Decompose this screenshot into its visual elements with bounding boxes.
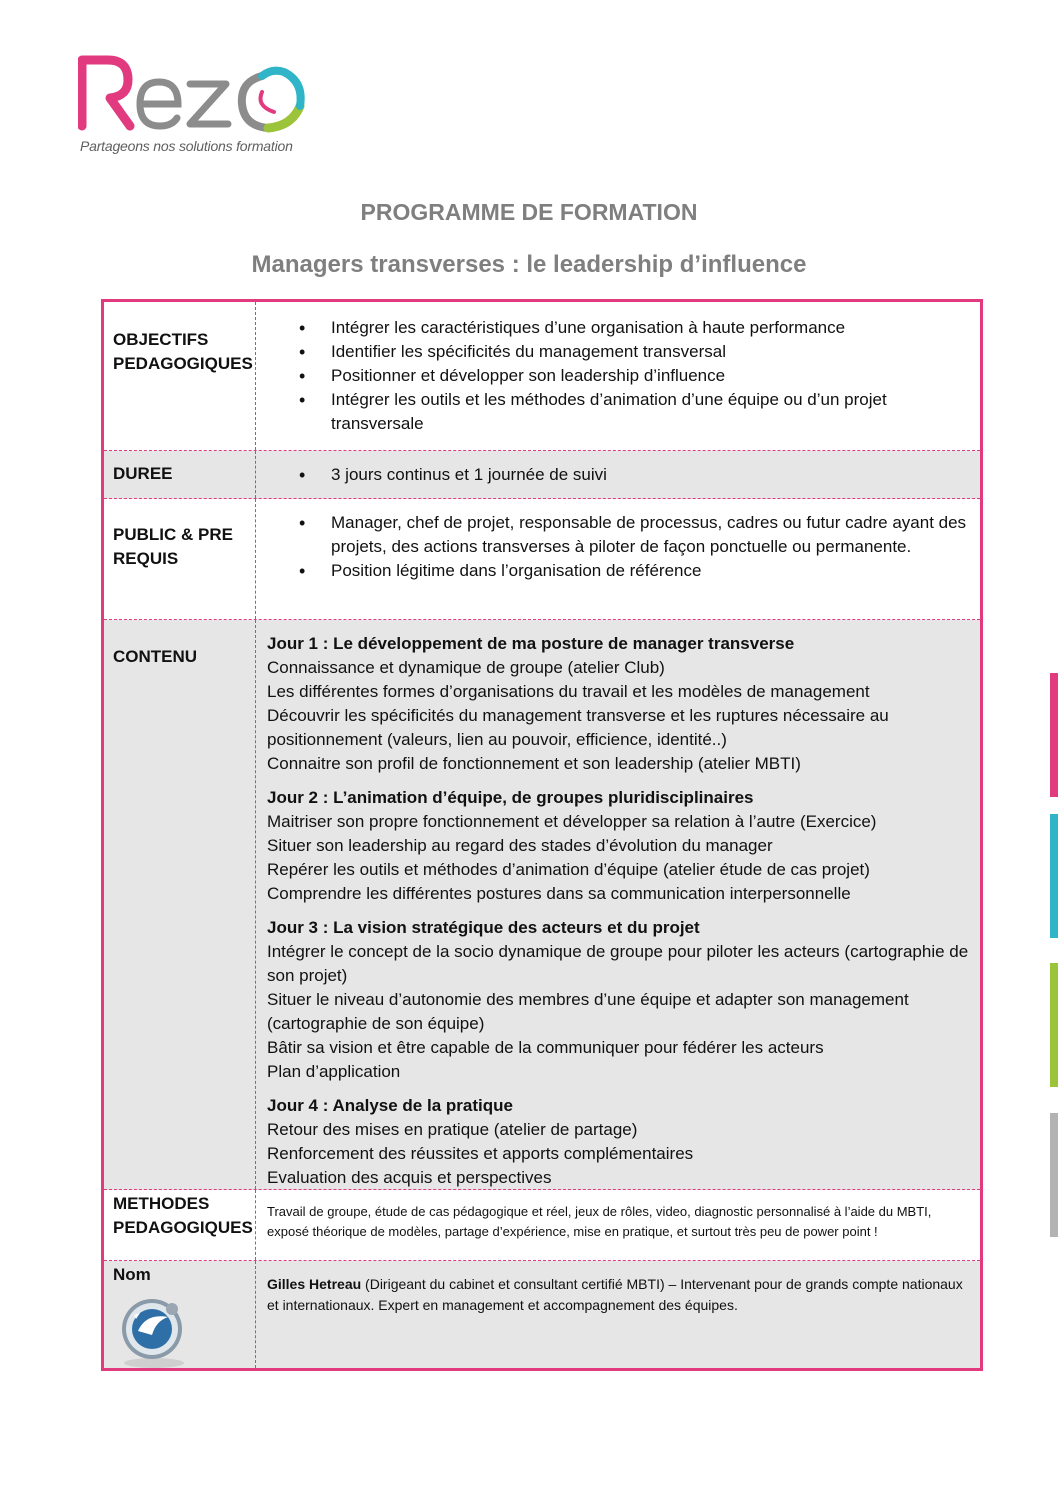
side-bar-pink — [1050, 673, 1058, 797]
day-line: Connaissance et dynamique de groupe (atelier Club) — [267, 658, 665, 677]
row-public — [104, 499, 980, 620]
list-item: • Intégrer les outils et les méthodes d’animation d’une équipe ou d’un projet transversale — [267, 388, 970, 436]
nom-text — [257, 1261, 980, 1368]
consultant-emblem-icon — [112, 1291, 192, 1371]
day-2 — [267, 786, 970, 906]
rezo-logo-mark — [78, 52, 310, 136]
day-line: Evaluation des acquis et perspectives — [267, 1168, 552, 1187]
objectifs-list — [267, 316, 970, 436]
label-objectifs: OBJECTIFS PEDAGOGIQUES — [104, 302, 256, 450]
list-item: • Manager, chef de projet, responsable de processus, cadres ou futur cadre ayant des projets, des actions transverses à piloter de façon ponctuelle ou permanente. — [267, 511, 970, 559]
day-line: Découvrir les spécificités du management transverse et les ruptures nécessaire au positionnement (valeurs, lien au pouvoir, efficience, identité..) — [267, 706, 889, 749]
logo-tagline: Partageons nos solutions formation — [80, 138, 293, 154]
day-line: Comprendre les différentes postures dans sa communication interpersonnelle — [267, 884, 851, 903]
label-methodes: METHODES PEDAGOGIQUES — [104, 1190, 256, 1260]
day-line: Intégrer le concept de la socio dynamique de groupe pour piloter les acteurs (cartographie de son projet) — [267, 942, 969, 985]
label-public: PUBLIC & PRE REQUIS — [104, 499, 256, 619]
page-title: PROGRAMME DE FORMATION — [360, 199, 698, 225]
page-subtitle: Managers transverses : le leadership d’influence — [251, 251, 807, 278]
consultant-name: Gilles Hetreau — [267, 1276, 362, 1292]
label-duree: DUREE — [104, 451, 256, 498]
day-line: Maitriser son propre fonctionnement et développer sa relation à l’autre (Exercice) — [267, 812, 877, 831]
day-title: Jour 1 : Le développement de ma posture de manager transverse — [267, 634, 795, 653]
list-item: • Intégrer les caractéristiques d’une organisation à haute performance — [267, 316, 970, 340]
day-line: Situer son leadership au regard des stades d’évolution du manager — [267, 836, 773, 855]
programme-table — [101, 299, 983, 1371]
public-list — [267, 511, 970, 583]
row-nom — [104, 1261, 980, 1368]
row-contenu — [104, 620, 980, 1190]
row-objectifs — [104, 302, 980, 451]
list-item: • Positionner et développer son leadership d’influence — [267, 364, 970, 388]
day-line: Connaitre son profil de fonctionnement et son leadership (atelier MBTI) — [267, 754, 801, 773]
label-contenu: CONTENU — [104, 620, 256, 1189]
side-bar-grey — [1050, 1113, 1058, 1237]
day-4 — [267, 1094, 970, 1190]
day-title: Jour 4 : Analyse de la pratique — [267, 1096, 513, 1115]
day-line: Repérer les outils et méthodes d’animation d’équipe (atelier étude de cas projet) — [267, 860, 870, 879]
rezo-logo — [78, 52, 310, 158]
list-item: • 3 jours continus et 1 journée de suivi — [267, 463, 970, 487]
day-line: Plan d’application — [267, 1062, 401, 1081]
row-duree — [104, 451, 980, 499]
methodes-text: Travail de groupe, étude de cas pédagogique et réel, jeux de rôles, video, diagnostic personnalisé à l’aide du MBTI, exposé théorique de modèles, partage d’expérience, mise en pratique, et surtout très peu de power point ! — [267, 1204, 932, 1239]
day-title: Jour 3 : La vision stratégique des acteurs et du projet — [267, 918, 700, 937]
side-bar-green — [1050, 963, 1058, 1087]
day-title: Jour 2 : L’animation d’équipe, de groupes pluridisciplinaires — [267, 788, 754, 807]
label-nom-cell — [104, 1261, 256, 1368]
day-line: Les différentes formes d’organisations du travail et les modèles de management — [267, 682, 870, 701]
duree-list — [267, 463, 970, 487]
consultant-description: (Dirigeant du cabinet et consultant certifié MBTI) – Intervenant pour de grands compte nationaux et internationaux. Expert en management et accompagnement des équipes. — [267, 1276, 963, 1313]
day-line: Renforcement des réussites et apports complémentaires — [267, 1144, 694, 1163]
day-1 — [267, 632, 970, 776]
list-item: • Identifier les spécificités du management transversal — [267, 340, 970, 364]
label-nom: Nom — [113, 1265, 151, 1284]
day-line: Situer le niveau d’autonomie des membres d’une équipe et adapter son management (cartographie de son équipe) — [267, 990, 909, 1033]
day-line: Bâtir sa vision et être capable de la communiquer pour fédérer les acteurs — [267, 1038, 824, 1057]
day-line: Retour des mises en pratique (atelier de partage) — [267, 1120, 638, 1139]
row-methodes — [104, 1190, 980, 1261]
list-item: • Position légitime dans l’organisation de référence — [267, 559, 970, 583]
side-bar-cyan — [1050, 814, 1058, 938]
day-3 — [267, 916, 970, 1084]
